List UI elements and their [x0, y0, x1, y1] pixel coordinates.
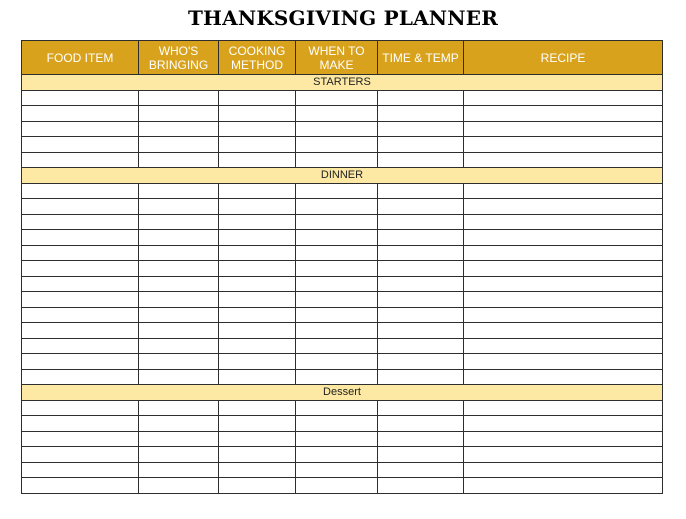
table-cell[interactable]: [139, 400, 219, 416]
column-header-recipe: [464, 41, 663, 75]
table-cell[interactable]: [139, 431, 219, 447]
table-row: [22, 245, 663, 261]
column-header-label: BRINGING: [148, 57, 209, 72]
table-row: [22, 447, 663, 463]
table-cell[interactable]: [464, 462, 663, 478]
table-cell[interactable]: [464, 354, 663, 370]
table-cell[interactable]: [378, 354, 464, 370]
table-cell[interactable]: [378, 245, 464, 261]
table-cell[interactable]: [139, 245, 219, 261]
table-cell[interactable]: [296, 199, 378, 215]
table-cell[interactable]: [219, 400, 296, 416]
table-cell[interactable]: [378, 137, 464, 153]
table-row: [22, 478, 663, 494]
table-cell[interactable]: [219, 106, 296, 122]
table-cell[interactable]: [139, 416, 219, 432]
table-cell[interactable]: [296, 478, 378, 494]
table-cell[interactable]: [139, 478, 219, 494]
table-cell[interactable]: [139, 137, 219, 153]
table-cell[interactable]: [296, 338, 378, 354]
table-cell[interactable]: [464, 152, 663, 168]
section-row-starters: [22, 75, 663, 91]
table-cell[interactable]: [139, 214, 219, 230]
table-cell[interactable]: [139, 183, 219, 199]
table-cell[interactable]: [464, 431, 663, 447]
column-header-label: RECIPE: [540, 50, 586, 65]
table-cell[interactable]: [22, 354, 139, 370]
table-cell[interactable]: [219, 276, 296, 292]
column-header-label: METHOD: [231, 57, 283, 72]
table-cell[interactable]: [139, 106, 219, 122]
table-cell[interactable]: [296, 106, 378, 122]
table-cell[interactable]: [296, 121, 378, 137]
table-cell[interactable]: [219, 478, 296, 494]
table-cell[interactable]: [464, 199, 663, 215]
column-header-time-temp: [378, 41, 464, 75]
table-cell[interactable]: [22, 400, 139, 416]
table-cell[interactable]: [378, 400, 464, 416]
table-cell[interactable]: [464, 245, 663, 261]
table-cell[interactable]: [22, 106, 139, 122]
page-title: THANKSGIVING PLANNER: [187, 6, 499, 30]
table-cell[interactable]: [378, 106, 464, 122]
table-cell[interactable]: [219, 183, 296, 199]
table-row: [22, 230, 663, 246]
table-cell[interactable]: [378, 183, 464, 199]
table-row: [22, 183, 663, 199]
table-row: [22, 307, 663, 323]
table-cell[interactable]: [22, 199, 139, 215]
table-cell[interactable]: [219, 261, 296, 277]
table-cell[interactable]: [219, 214, 296, 230]
table-row: [22, 292, 663, 308]
table-row: [22, 121, 663, 137]
table-row: [22, 90, 663, 106]
table-cell[interactable]: [139, 276, 219, 292]
table-cell[interactable]: [22, 90, 139, 106]
table-cell[interactable]: [139, 354, 219, 370]
table-cell[interactable]: [219, 323, 296, 339]
table-cell[interactable]: [378, 261, 464, 277]
table-cell[interactable]: [464, 416, 663, 432]
table-cell[interactable]: [378, 230, 464, 246]
table-cell[interactable]: [296, 354, 378, 370]
table-cell[interactable]: [219, 292, 296, 308]
table-cell[interactable]: [22, 261, 139, 277]
table-cell[interactable]: [296, 183, 378, 199]
table-cell[interactable]: [139, 230, 219, 246]
table-cell[interactable]: [219, 447, 296, 463]
table-cell[interactable]: [219, 199, 296, 215]
planner-table: [21, 40, 663, 494]
table-cell[interactable]: [378, 431, 464, 447]
table-cell[interactable]: [139, 447, 219, 463]
table-cell[interactable]: [139, 121, 219, 137]
table-row: [22, 106, 663, 122]
table-cell[interactable]: [296, 369, 378, 385]
table-row: [22, 369, 663, 385]
table-cell[interactable]: [378, 478, 464, 494]
header-row: [22, 41, 663, 75]
table-cell[interactable]: [219, 137, 296, 153]
table-cell[interactable]: [296, 90, 378, 106]
table-cell[interactable]: [22, 230, 139, 246]
table-cell[interactable]: [219, 152, 296, 168]
table-cell[interactable]: [378, 121, 464, 137]
table-cell[interactable]: [219, 121, 296, 137]
table-cell[interactable]: [464, 90, 663, 106]
table-cell[interactable]: [22, 292, 139, 308]
table-cell[interactable]: [464, 338, 663, 354]
table-row: [22, 354, 663, 370]
table-cell[interactable]: [219, 307, 296, 323]
table-cell[interactable]: [464, 230, 663, 246]
table-cell[interactable]: [296, 431, 378, 447]
table-cell[interactable]: [296, 245, 378, 261]
table-cell[interactable]: [219, 416, 296, 432]
table-cell[interactable]: [296, 152, 378, 168]
table-cell[interactable]: [464, 276, 663, 292]
table-row: [22, 338, 663, 354]
table-cell[interactable]: [378, 90, 464, 106]
table-cell[interactable]: [296, 292, 378, 308]
table-cell[interactable]: [296, 137, 378, 153]
table-cell[interactable]: [464, 307, 663, 323]
column-header-label: COOKING: [228, 43, 286, 58]
column-header-food-item: [22, 41, 139, 75]
table-cell[interactable]: [22, 121, 139, 137]
table-cell[interactable]: [464, 369, 663, 385]
table-cell[interactable]: [464, 292, 663, 308]
table-cell[interactable]: [464, 214, 663, 230]
table-cell[interactable]: [296, 323, 378, 339]
table-cell[interactable]: [139, 261, 219, 277]
table-cell[interactable]: [139, 369, 219, 385]
table-cell[interactable]: [378, 323, 464, 339]
section-label: Dessert: [22, 385, 663, 401]
table-row: [22, 416, 663, 432]
table-cell[interactable]: [22, 338, 139, 354]
table-cell[interactable]: [378, 416, 464, 432]
table-cell[interactable]: [139, 323, 219, 339]
table-cell[interactable]: [296, 307, 378, 323]
table-cell[interactable]: [139, 292, 219, 308]
table-cell[interactable]: [22, 478, 139, 494]
table-row: [22, 462, 663, 478]
table-cell[interactable]: [139, 152, 219, 168]
table-cell[interactable]: [219, 245, 296, 261]
table-cell[interactable]: [22, 214, 139, 230]
table-row: [22, 400, 663, 416]
table-cell[interactable]: [464, 400, 663, 416]
section-label: STARTERS: [22, 75, 663, 91]
column-header-label: WHO'S: [158, 43, 199, 58]
table-cell[interactable]: [296, 462, 378, 478]
table-cell[interactable]: [219, 462, 296, 478]
table-cell[interactable]: [22, 447, 139, 463]
table-cell[interactable]: [464, 323, 663, 339]
table-cell[interactable]: [378, 307, 464, 323]
table-cell[interactable]: [22, 152, 139, 168]
table-cell[interactable]: [22, 276, 139, 292]
table-cell[interactable]: [22, 183, 139, 199]
column-header-when-to-make: [296, 41, 378, 75]
column-header-cooking-method: [219, 41, 296, 75]
table-cell[interactable]: [219, 338, 296, 354]
table-cell[interactable]: [296, 276, 378, 292]
table-row: [22, 323, 663, 339]
table-row: [22, 199, 663, 215]
table-cell[interactable]: [139, 90, 219, 106]
table-cell[interactable]: [219, 431, 296, 447]
table-cell[interactable]: [22, 431, 139, 447]
table-cell[interactable]: [378, 338, 464, 354]
table-cell[interactable]: [22, 307, 139, 323]
table-cell[interactable]: [139, 462, 219, 478]
section-row-dinner: [22, 168, 663, 184]
table-row: [22, 261, 663, 277]
table-cell[interactable]: [296, 261, 378, 277]
table-cell[interactable]: [296, 400, 378, 416]
table-row: [22, 152, 663, 168]
table-cell[interactable]: [378, 369, 464, 385]
column-header-label: MAKE: [319, 57, 354, 72]
table-cell[interactable]: [464, 106, 663, 122]
table-cell[interactable]: [296, 230, 378, 246]
table-row: [22, 431, 663, 447]
column-header-label: WHEN TO: [308, 43, 365, 58]
table-cell[interactable]: [464, 183, 663, 199]
table-cell[interactable]: [139, 307, 219, 323]
column-header-label: TIME & TEMP: [382, 50, 459, 65]
table-cell[interactable]: [378, 292, 464, 308]
table-cell[interactable]: [296, 214, 378, 230]
table-cell[interactable]: [378, 152, 464, 168]
table-cell[interactable]: [378, 214, 464, 230]
table-cell[interactable]: [378, 199, 464, 215]
table-cell[interactable]: [22, 416, 139, 432]
table-cell[interactable]: [219, 369, 296, 385]
table-cell[interactable]: [139, 199, 219, 215]
table-cell[interactable]: [22, 369, 139, 385]
table-cell[interactable]: [296, 447, 378, 463]
table-cell[interactable]: [464, 447, 663, 463]
section-row-dessert: [22, 385, 663, 401]
table-cell[interactable]: [296, 416, 378, 432]
table-row: [22, 276, 663, 292]
table-cell[interactable]: [139, 338, 219, 354]
table-cell[interactable]: [464, 261, 663, 277]
table-row: [22, 137, 663, 153]
column-header-whos-bringing: [139, 41, 219, 75]
table-cell[interactable]: [22, 245, 139, 261]
table-cell[interactable]: [378, 447, 464, 463]
table-cell[interactable]: [22, 323, 139, 339]
table-cell[interactable]: [219, 90, 296, 106]
table-cell[interactable]: [219, 230, 296, 246]
planner-body: [22, 75, 663, 494]
table-row: [22, 214, 663, 230]
table-cell[interactable]: [22, 462, 139, 478]
column-header-label: FOOD ITEM: [46, 50, 114, 65]
table-cell[interactable]: [378, 462, 464, 478]
table-cell[interactable]: [464, 478, 663, 494]
table-cell[interactable]: [378, 276, 464, 292]
section-label: DINNER: [22, 168, 663, 184]
table-cell[interactable]: [464, 137, 663, 153]
table-cell[interactable]: [219, 354, 296, 370]
table-cell[interactable]: [464, 121, 663, 137]
table-cell[interactable]: [22, 137, 139, 153]
